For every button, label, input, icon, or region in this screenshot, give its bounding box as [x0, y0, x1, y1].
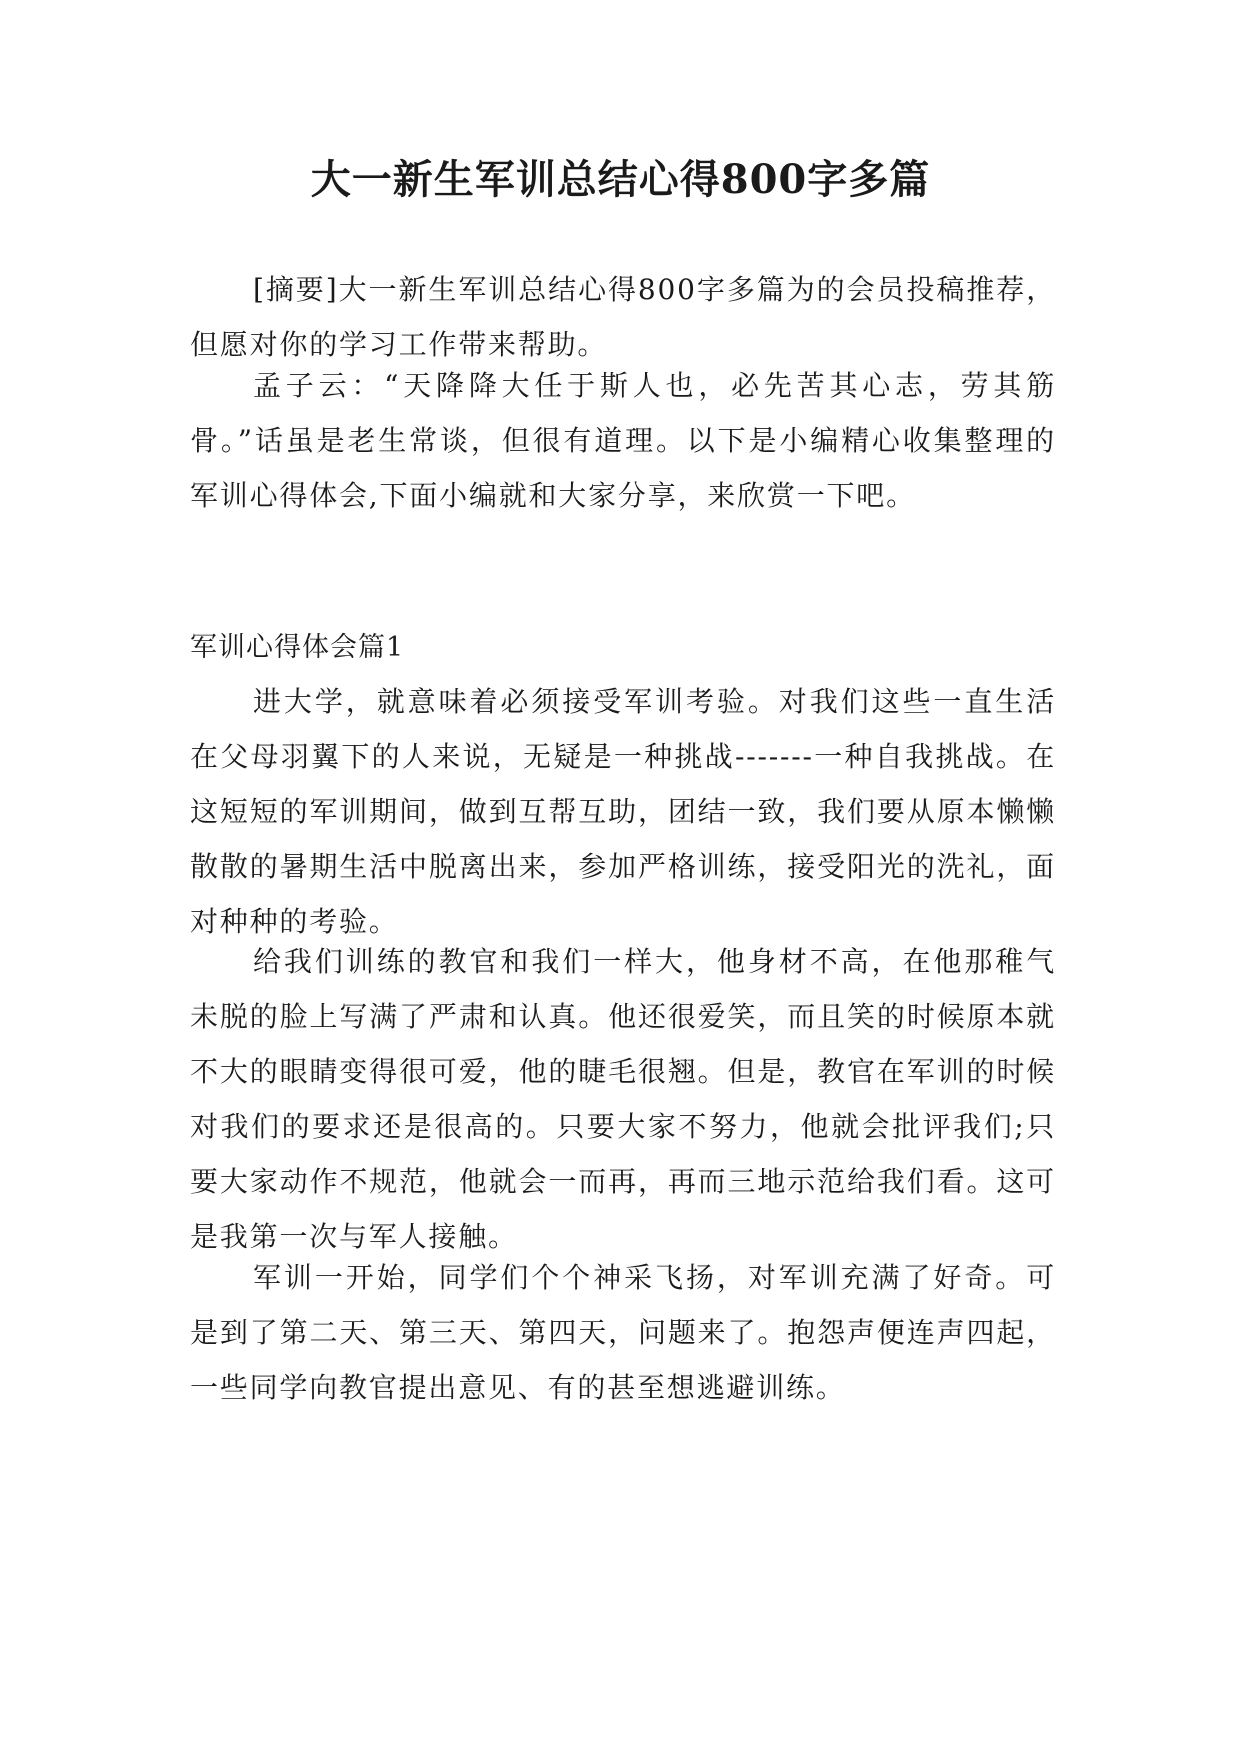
abstract-paragraph: [摘要]大一新生军训总结心得800字多篇为的会员投稿推荐，但愿对你的学习工作带来帮助。: [190, 273, 1056, 361]
intro-paragraph: 孟子云：“天降降大任于斯人也，必先苦其心志，劳其筋骨。”话虽是老生常谈，但很有道理。以下是小编精心收集整理的军训心得体会,下面小编就和大家分享，来欣赏一下吧。: [190, 369, 1056, 512]
body-paragraph-1: 进大学，就意味着必须接受军训考验。对我们这些一直生活在父母羽翼下的人来说，无疑是一种挑战-------一种自我挑战。在这短短的军训期间，做到互帮互助，团结一致，我们要从原本懒懒散散的暑期生活中脱离出来，参加严格训练，接受阳光的洗礼，面对种种的考验。: [190, 685, 1056, 938]
section-heading: 军训心得体会篇1: [190, 632, 405, 663]
document-title: 大一新生军训总结心得800字多篇: [310, 156, 931, 203]
body-paragraph-2: 给我们训练的教官和我们一样大，他身材不高，在他那稚气未脱的脸上写满了严肃和认真。他还很爱笑，而且笑的时候原本就不大的眼睛变得很可爱，他的睫毛很翘。但是，教官在军训的时候对我们的要求还是很高的。只要大家不努力，他就会批评我们;只要大家动作不规范，他就会一而再，再而三地示范给我们看。这可是我第一次与军人接触。: [190, 945, 1056, 1253]
body-paragraph-3: 军训一开始，同学们个个神采飞扬，对军训充满了好奇。可是到了第二天、第三天、第四天，问题来了。抱怨声便连声四起，一些同学向教官提出意见、有的甚至想逃避训练。: [190, 1261, 1056, 1404]
